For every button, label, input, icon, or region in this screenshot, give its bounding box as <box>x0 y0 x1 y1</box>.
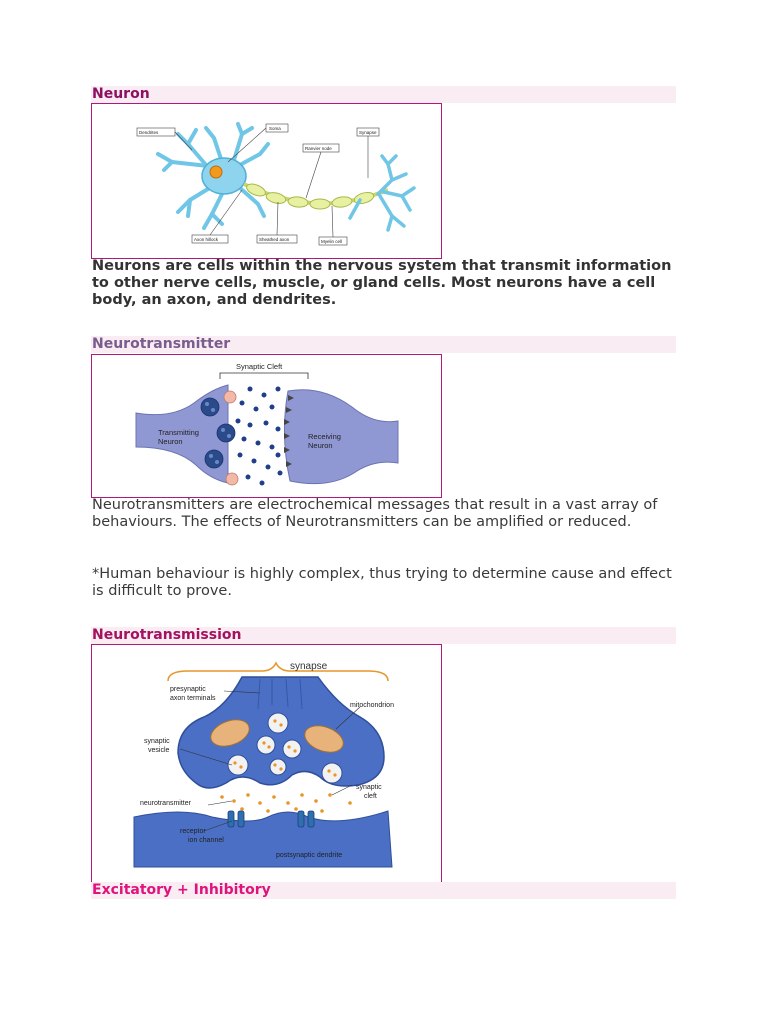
label-sheathed-axon: Sheathed axon <box>259 237 290 242</box>
neuron-diagram <box>91 103 442 259</box>
heading-neuron: Neuron <box>91 86 676 103</box>
label-synapse: synapse <box>290 661 328 672</box>
label-dendrites: Dendrites <box>139 130 159 135</box>
label-axon-terminals: axon terminals <box>170 695 216 702</box>
heading-neurotransmitter: Neurotransmitter <box>91 336 676 353</box>
label-synaptic-cleft-2: cleft <box>364 793 377 800</box>
label-presynaptic: presynaptic <box>170 686 206 693</box>
neurotransmission-diagram <box>91 644 442 883</box>
label-neurotransmitter: neurotransmitter <box>140 800 191 807</box>
human-behaviour-note: *Human behaviour is highly complex, thus trying to determine cause and effect is difficult to prove. <box>92 566 672 599</box>
label-transmitting-neuron: Neuron <box>158 437 183 446</box>
neurotransmitter-paragraph: Neurotransmitters are electrochemical messages that result in a vast array of behaviours. The effects of Neurotransmitters can be amplified or reduced. <box>92 497 658 530</box>
neurotransmitter-diagram <box>91 354 442 498</box>
synapse-illustration <box>92 355 441 497</box>
label-transmitting: Transmitting <box>158 428 199 437</box>
label-myelin-cell: Myelin cell <box>321 239 343 244</box>
heading-neurotransmission: Neurotransmission <box>91 627 676 644</box>
label-ranvier-node: Ranvier node <box>305 146 332 151</box>
label-synaptic-cleft-1: synaptic <box>356 784 382 791</box>
label-synaptic-cleft: Synaptic Cleft <box>236 362 283 371</box>
label-synaptic-vesicle-2: vesicle <box>148 747 170 754</box>
heading-excitatory-inhibitory: Excitatory + Inhibitory <box>91 882 676 899</box>
label-synapse: Synapse <box>359 130 377 135</box>
label-soma: Soma <box>269 126 281 131</box>
label-postsynaptic-dendrite: postsynaptic dendrite <box>276 852 343 859</box>
neuron-illustration <box>92 104 441 258</box>
label-receiving-neuron: Neuron <box>308 441 333 450</box>
neuron-paragraph: Neurons are cells within the nervous system that transmit information to other nerve cells, muscle, or gland cells. Most neurons have a cell body, an axon, and dendrites. <box>92 258 672 308</box>
synapse-detail-illustration <box>92 645 441 882</box>
label-ion-channel: ion channel <box>188 837 224 844</box>
label-receiving: Receiving <box>308 432 341 441</box>
label-synaptic-vesicle-1: synaptic <box>144 738 170 745</box>
label-mitochondrion: mitochondrion <box>350 702 394 709</box>
label-axon-hillock: Axon hillock <box>194 237 219 242</box>
label-receptor: receptor <box>180 828 206 835</box>
